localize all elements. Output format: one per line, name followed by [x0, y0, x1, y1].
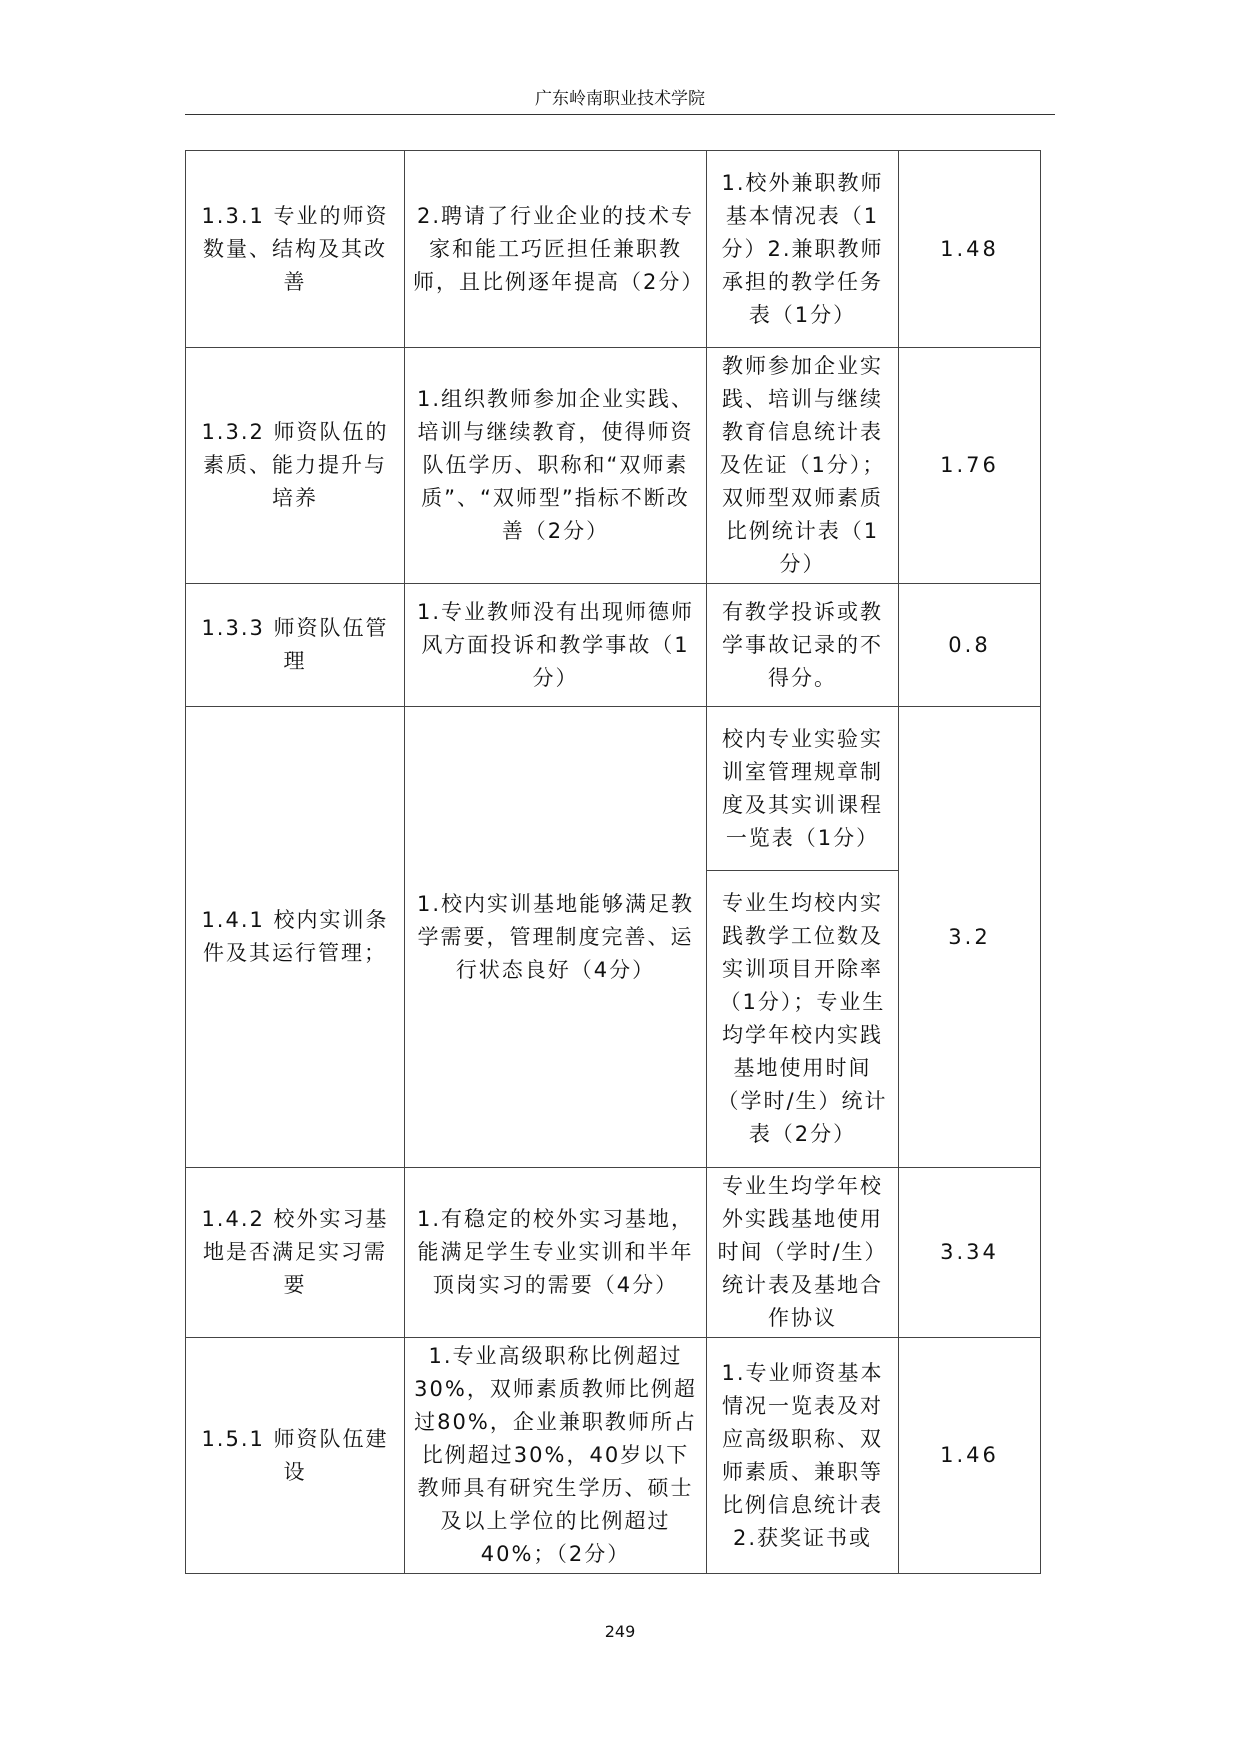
item-cell: 1.4.1 校内实训条件及其运行管理； [186, 707, 405, 1168]
standard-cell: 1.组织教师参加企业实践、培训与继续教育，使得师资队伍学历、职称和“双师素质”、“双师型”指标不断改善（2分） [405, 348, 707, 584]
standard-cell: 1.专业高级职称比例超过30%，双师素质教师比例超过80%，企业兼职教师所占比例超过30%，40岁以下教师具有研究生学历、硕士及以上学位的比例超过40%；（2分） [405, 1338, 707, 1574]
page-header-title: 广东岭南职业技术学院 [535, 89, 705, 109]
item-cell: 1.3.2 师资队伍的素质、能力提升与培养 [186, 348, 405, 584]
score-cell: 1.48 [899, 151, 1041, 348]
score-cell: 3.34 [899, 1168, 1041, 1338]
item-cell: 1.3.3 师资队伍管理 [186, 584, 405, 707]
page-number: 249 [604, 1622, 636, 1641]
header-rule [185, 114, 1055, 115]
evidence-cell: 1.校外兼职教师基本情况表（1分）2.兼职教师承担的教学任务表（1分） [707, 151, 899, 348]
evaluation-table [185, 150, 1041, 1574]
table-row [186, 348, 1041, 584]
evidence-cell: 专业生均校内实践教学工位数及实训项目开除率（1分）；专业生均学年校内实践基地使用时间（学时/生）统计表（2分） [707, 871, 899, 1168]
item-cell: 1.5.1 师资队伍建设 [186, 1338, 405, 1574]
score-cell: 3.2 [899, 707, 1041, 1168]
evidence-cell: 有教学投诉或教学事故记录的不得分。 [707, 584, 899, 707]
table-row [186, 1168, 1041, 1338]
standard-cell: 2.聘请了行业企业的技术专家和能工巧匠担任兼职教师，且比例逐年提高（2分） [405, 151, 707, 348]
score-cell: 1.76 [899, 348, 1041, 584]
score-cell: 0.8 [899, 584, 1041, 707]
standard-cell: 1.校内实训基地能够满足教学需要，管理制度完善、运行状态良好（4分） [405, 707, 707, 1168]
evidence-cell: 专业生均学年校外实践基地使用时间（学时/生）统计表及基地合作协议 [707, 1168, 899, 1338]
table-row [186, 1338, 1041, 1574]
item-cell: 1.4.2 校外实习基地是否满足实习需要 [186, 1168, 405, 1338]
evidence-cell: 教师参加企业实践、培训与继续教育信息统计表及佐证（1分）；双师型双师素质比例统计表（1分） [707, 348, 899, 584]
standard-cell: 1.专业教师没有出现师德师风方面投诉和教学事故（1分） [405, 584, 707, 707]
evidence-cell: 1.专业师资基本情况一览表及对应高级职称、双师素质、兼职等比例信息统计表 2.获奖证书或 [707, 1338, 899, 1574]
standard-cell: 1.有稳定的校外实习基地，能满足学生专业实训和半年顶岗实习的需要（4分） [405, 1168, 707, 1338]
table-row [186, 707, 1041, 871]
item-cell: 1.3.1 专业的师资数量、结构及其改善 [186, 151, 405, 348]
score-cell: 1.46 [899, 1338, 1041, 1574]
table-row [186, 584, 1041, 707]
evidence-cell: 校内专业实验实训室管理规章制度及其实训课程一览表（1分） [707, 707, 899, 871]
table-row [186, 151, 1041, 348]
